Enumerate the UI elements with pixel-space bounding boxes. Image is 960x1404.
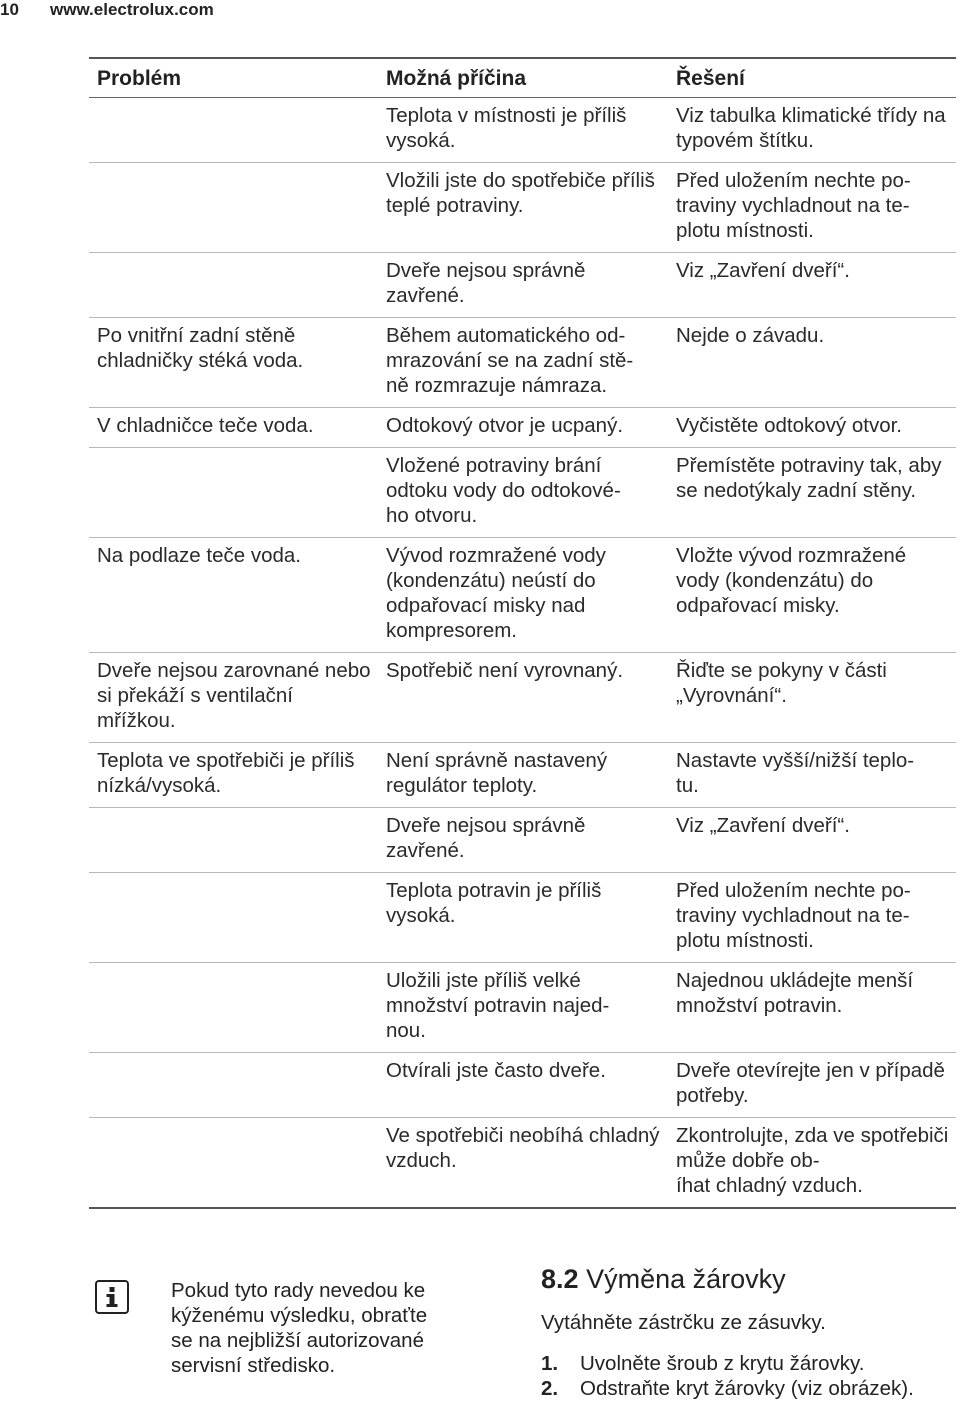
info-icon: [95, 1280, 129, 1314]
list-item: [541, 1351, 956, 1376]
cell-solution: Nejde o závadu.: [668, 318, 956, 408]
table-row: [89, 873, 956, 963]
column-header-cause: Možná příčina: [378, 58, 668, 98]
cell-cause: Během automatického od- mrazování se na zadní stě- ně rozmrazuje námraza.: [378, 318, 668, 408]
table-row: [89, 538, 956, 653]
section-title: [541, 1262, 956, 1296]
cell-problem: [89, 448, 378, 538]
table-row: [89, 318, 956, 408]
site-url: www.electrolux.com: [50, 0, 214, 19]
cell-problem: [89, 963, 378, 1053]
cell-cause: Dveře nejsou správně zavřené.: [378, 253, 668, 318]
table-header-row: [89, 58, 956, 98]
table-row: [89, 448, 956, 538]
cell-solution: Najednou ukládejte menší množství potravin.: [668, 963, 956, 1053]
section-number: 8.2: [541, 1264, 579, 1294]
cell-problem: [89, 253, 378, 318]
table-row: [89, 808, 956, 873]
cell-solution: Zkontrolujte, zda ve spotřebiči může dobře ob- íhat chladný vzduch.: [668, 1118, 956, 1209]
troubleshooting-table: [89, 57, 956, 1209]
cell-problem: [89, 808, 378, 873]
section-title-text: Výměna žárovky: [586, 1264, 786, 1294]
cell-solution: Viz „Zavření dveří“.: [668, 808, 956, 873]
cell-cause: Vložili jste do spotřebiče příliš teplé potraviny.: [378, 163, 668, 253]
column-header-solution: Řešení: [668, 58, 956, 98]
cell-problem: [89, 98, 378, 163]
step-number: 1.: [541, 1352, 559, 1375]
cell-cause: Vývod rozmražené vody (kondenzátu) neústí do odpařovací misky nad kompresorem.: [378, 538, 668, 653]
cell-problem: V chladničce teče voda.: [89, 408, 378, 448]
bulb-replacement-section: [541, 1262, 956, 1401]
section-intro: Vytáhněte zástrčku ze zásuvky.: [541, 1311, 826, 1334]
table-row: [89, 1053, 956, 1118]
list-item: [541, 1376, 956, 1401]
table-row: [89, 743, 956, 808]
cell-problem: [89, 1118, 378, 1209]
cell-solution: Vložte vývod rozmražené vody (kondenzátu) do odpařovací misky.: [668, 538, 956, 653]
column-header-problem: Problém: [89, 58, 378, 98]
cell-cause: Vložené potraviny brání odtoku vody do odtokové- ho otvoru.: [378, 448, 668, 538]
cell-cause: Teplota potravin je příliš vysoká.: [378, 873, 668, 963]
cell-solution: Dveře otevírejte jen v případě potřeby.: [668, 1053, 956, 1118]
cell-cause: Odtokový otvor je ucpaný.: [378, 408, 668, 448]
cell-problem: Po vnitřní zadní stěně chladničky stéká voda.: [89, 318, 378, 408]
cell-problem: Teplota ve spotřebiči je příliš nízká/vysoká.: [89, 743, 378, 808]
cell-solution: Řiďte se pokyny v části „Vyrovnání“.: [668, 653, 956, 743]
cell-cause: Spotřebič není vyrovnaný.: [378, 653, 668, 743]
step-number: 2.: [541, 1377, 559, 1400]
cell-problem: [89, 873, 378, 963]
step-text: Odstraňte kryt žárovky (viz obrázek).: [580, 1377, 914, 1400]
troubleshooting-table-container: [89, 57, 956, 1209]
cell-problem: Dveře nejsou zarovnané nebo si překáží s ventilační mřížkou.: [89, 653, 378, 743]
cell-problem: [89, 163, 378, 253]
table-body: [89, 98, 956, 1209]
cell-cause: Uložili jste příliš velké množství potravin najed- nou.: [378, 963, 668, 1053]
cell-problem: Na podlaze teče voda.: [89, 538, 378, 653]
cell-cause: Otvírali jste často dveře.: [378, 1053, 668, 1118]
cell-cause: Teplota v místnosti je příliš vysoká.: [378, 98, 668, 163]
cell-solution: Vyčistěte odtokový otvor.: [668, 408, 956, 448]
cell-solution: Přemístěte potraviny tak, aby se nedotýkaly zadní stěny.: [668, 448, 956, 538]
cell-cause: Není správně nastavený regulátor teploty.: [378, 743, 668, 808]
cell-problem: [89, 1053, 378, 1118]
info-note-text: Pokud tyto rady nevedou ke kýženému výsledku, obraťte se na nejbližší autorizované servisní středisko.: [171, 1279, 428, 1377]
cell-solution: Nastavte vyšší/nižší teplo- tu.: [668, 743, 956, 808]
table-row: [89, 1118, 956, 1209]
table-row: [89, 253, 956, 318]
table-row: [89, 163, 956, 253]
table-row: [89, 98, 956, 163]
cell-solution: Viz tabulka klimatické třídy na typovém štítku.: [668, 98, 956, 163]
cell-solution: Před uložením nechte po- traviny vychladnout na te- plotu místnosti.: [668, 163, 956, 253]
step-list: [541, 1351, 956, 1401]
table-row: [89, 408, 956, 448]
cell-solution: Před uložením nechte po- traviny vychladnout na te- plotu místnosti.: [668, 873, 956, 963]
cell-cause: Ve spotřebiči neobíhá chladný vzduch.: [378, 1118, 668, 1209]
cell-cause: Dveře nejsou správně zavřené.: [378, 808, 668, 873]
cell-solution: Viz „Zavření dveří“.: [668, 253, 956, 318]
step-text: Uvolněte šroub z krytu žárovky.: [580, 1352, 865, 1375]
table-row: [89, 963, 956, 1053]
page-number: 10: [0, 0, 19, 19]
table-row: [89, 653, 956, 743]
